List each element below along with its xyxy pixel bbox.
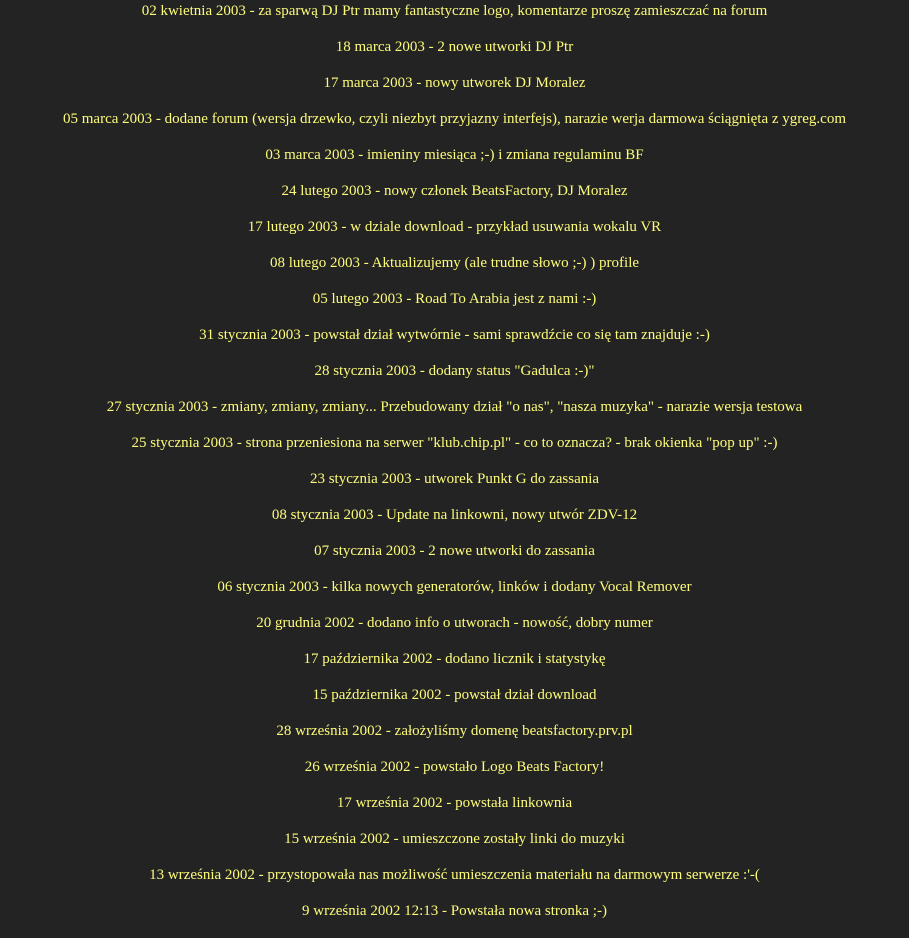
news-item: 27 stycznia 2003 - zmiany, zmiany, zmiany... Przebudowany dział "o nas", "nasza muzyka" - narazie wersja testowa [106, 399, 803, 415]
news-item: 17 września 2002 - powstała linkownia [336, 795, 573, 811]
news-item: 17 października 2002 - dodano licznik i statystykę [303, 651, 606, 667]
news-item: 07 stycznia 2003 - 2 nowe utworki do zassania [314, 543, 595, 559]
news-item: 28 września 2002 - założyliśmy domenę beatsfactory.prv.pl [276, 723, 633, 739]
news-item: 02 kwietnia 2003 - za sparwą DJ Ptr mamy fantastyczne logo, komentarze proszę zamieszczać na forum [141, 3, 768, 19]
news-item: 06 stycznia 2003 - kilka nowych generatorów, linków i dodany Vocal Remover [217, 579, 692, 595]
news-item: 15 października 2002 - powstał dział download [312, 687, 597, 703]
news-item: 08 stycznia 2003 - Update na linkowni, nowy utwór ZDV-12 [271, 507, 638, 523]
news-item: 13 września 2002 - przystopowała nas możliwość umieszczenia materiału na darmowym serwerze :'-( [149, 867, 760, 883]
news-item: 23 stycznia 2003 - utworek Punkt G do zassania [309, 471, 600, 487]
news-list [0, 2, 909, 938]
news-item: 9 września 2002 12:13 - Powstała nowa stronka ;-) [302, 903, 607, 919]
news-item: 17 marca 2003 - nowy utworek DJ Moralez [323, 75, 586, 91]
news-item: 20 grudnia 2002 - dodano info o utworach - nowość, dobry numer [256, 615, 653, 631]
news-item: 25 stycznia 2003 - strona przeniesiona na serwer "klub.chip.pl" - co to oznacza? - brak okienka "pop up" :-) [131, 435, 778, 451]
news-item: 28 stycznia 2003 - dodany status "Gadulca :-)" [314, 363, 595, 379]
news-item: 18 marca 2003 - 2 nowe utworki DJ Ptr [335, 39, 574, 55]
news-item: 24 lutego 2003 - nowy członek BeatsFactory, DJ Moralez [281, 183, 628, 199]
news-item: 26 września 2002 - powstało Logo Beats Factory! [304, 759, 605, 775]
news-item: 15 września 2002 - umieszczone zostały linki do muzyki [284, 831, 625, 847]
news-item: 03 marca 2003 - imieniny miesiąca ;-) i zmiana regulaminu BF [265, 147, 644, 163]
news-item: 05 marca 2003 - dodane forum (wersja drzewko, czyli niezbyt przyjazny interfejs), narazie werja darmowa ściągnięta z ygreg.com [63, 111, 846, 127]
news-item: 31 stycznia 2003 - powstał dział wytwórnie - sami sprawdźcie co się tam znajduje :-) [199, 327, 710, 343]
news-item: 08 lutego 2003 - Aktualizujemy (ale trudne słowo ;-) ) profile [269, 255, 640, 271]
news-item: 17 lutego 2003 - w dziale download - przykład usuwania wokalu VR [247, 219, 662, 235]
news-item: 05 lutego 2003 - Road To Arabia jest z nami :-) [312, 291, 597, 307]
